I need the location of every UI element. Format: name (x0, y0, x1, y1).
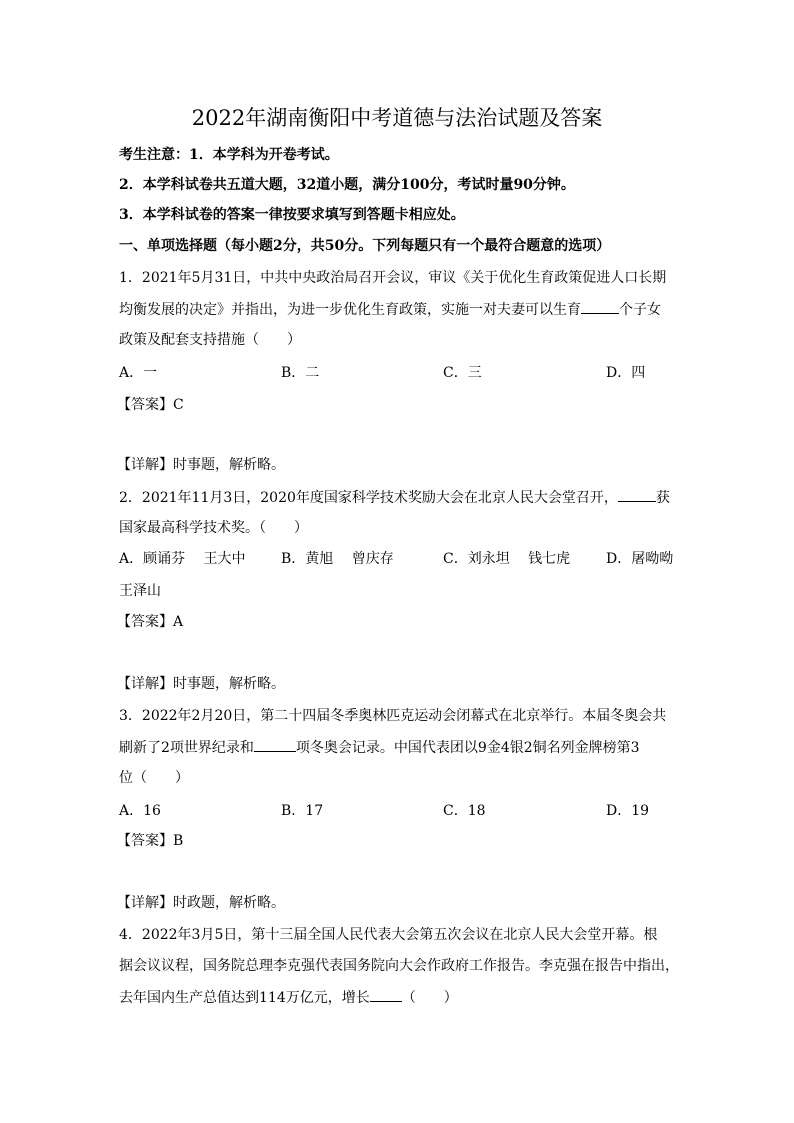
q4-text: 去年国内生产总值达到114万亿元，增长 (119, 990, 370, 1006)
q2-detail: 【详解】时事题，解析略。 (117, 676, 285, 692)
q1-option-d: D．四 (606, 365, 646, 381)
q1-line3: 政策及配套支持措施（ ） (119, 332, 301, 348)
q3-option-d: D．19 (606, 803, 650, 819)
q1-option-b: B．二 (281, 365, 320, 381)
q2-option-a: A．顾诵芬 王大中 (119, 551, 246, 567)
q2-line4: 王泽山 (119, 583, 161, 599)
q3-line2 (119, 737, 640, 758)
q4-line1: 4．2022年3月5日，第十三届全国人民代表大会第五次会议在北京人民大会堂开幕。根 (119, 927, 658, 943)
q3-line1: 3．2022年2月20日，第二十四届冬季奥林匹克运动会闭幕式在北京举行。本届冬奥会共 (119, 708, 667, 724)
q2-answer: 【答案】A (117, 614, 184, 630)
q2-option-b: B．黄旭 曾庆存 (281, 551, 394, 567)
q1-option-a: A．一 (119, 365, 158, 381)
q1-answer: 【答案】C (117, 397, 184, 413)
section-heading: 一、单项选择题（每小题2分，共50分。下列每题只有一个最符合题意的选项） (119, 238, 611, 254)
q3-option-b: B．17 (281, 803, 324, 819)
notice-3: 3．本学科试卷的答案一律按要求填写到答题卡相应处。 (119, 207, 465, 223)
q4-line3 (119, 987, 458, 1008)
fill-blank (370, 987, 402, 1002)
q2-line1 (119, 487, 670, 508)
q4-text-b: （ ） (401, 990, 458, 1006)
q3-line3: 位（ ） (119, 770, 189, 786)
q1-text-b: 个子女 (619, 302, 661, 318)
q2-line2: 国家最高科学技术奖。（ ） (119, 520, 308, 536)
q3-option-c: C．18 (443, 803, 486, 819)
q1-option-c: C．三 (443, 365, 482, 381)
q2-option-d: D．屠呦呦 (606, 551, 674, 567)
notice-1: 考生注意：1．本学科为开卷考试。 (119, 147, 339, 163)
q2-text-b: 获 (655, 490, 670, 506)
q2-option-c: C．刘永坦 钱七虎 (443, 551, 571, 567)
notice-2: 2．本学科试卷共五道大题，32道小题，满分100分，考试时量90分钟。 (119, 177, 575, 193)
q1-line1: 1．2021年5月31日，中共中央政治局召开会议，审议《关于优化生育政策促进人口长期 (119, 270, 667, 286)
fill-blank (254, 737, 296, 752)
fill-blank (618, 487, 656, 502)
q3-text-b: 项冬奥会记录。中国代表团以9金4银2铜名列金牌榜第3 (295, 740, 640, 756)
q3-answer: 【答案】B (117, 833, 184, 849)
fill-blank (581, 299, 619, 314)
q3-detail: 【详解】时政题，解析略。 (117, 895, 285, 911)
q1-line2 (119, 299, 661, 320)
q1-detail: 【详解】时事题，解析略。 (117, 457, 285, 473)
q1-text: 均衡发展的决定》并指出，为进一步优化生育政策，实施一对夫妻可以生育 (119, 302, 581, 318)
q2-text: 2．2021年11月3日，2020年度国家科学技术奖励大会在北京人民大会堂召开， (119, 490, 618, 506)
q3-option-a: A．16 (119, 803, 161, 819)
q4-line2: 据会议议程，国务院总理李克强代表国务院向大会作政府工作报告。李克强在报告中指出， (119, 958, 679, 974)
document-title: 2022年湖南衡阳中考道德与法治试题及答案 (191, 106, 603, 130)
q3-text: 刷新了2项世界纪录和 (119, 740, 254, 756)
